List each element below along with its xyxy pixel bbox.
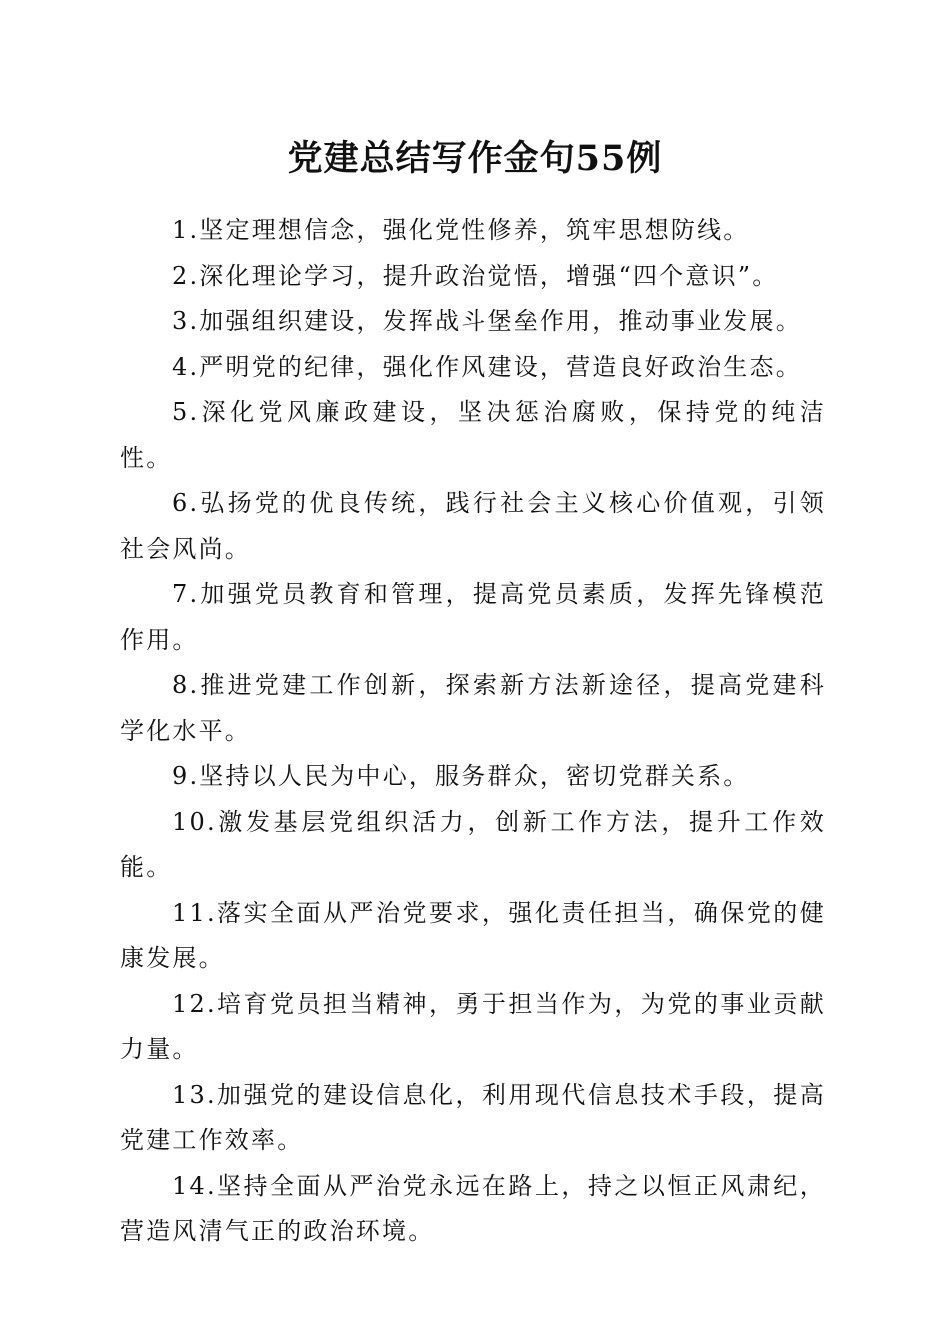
list-item: 9.坚持以人民为中心，服务群众，密切党群关系。 xyxy=(172,762,750,790)
list-item: 2.深化理论学习，提升政治觉悟，增强“四个意识”。 xyxy=(172,261,779,290)
list-item: 6.弘扬党的优良传统，践行社会主义核心价值观，引领社会风尚。 xyxy=(120,489,826,563)
list-item: 12.培育党员担当精神，勇于担当作为，为党的事业贡献力量。 xyxy=(120,989,826,1063)
list-item: 7.加强党员教育和管理，提高党员素质，发挥先锋模范作用。 xyxy=(120,580,826,654)
document-body xyxy=(120,208,826,1255)
list-item: 4.严明党的纪律，强化作风建设，营造良好政治生态。 xyxy=(172,352,802,381)
list-item: 11.落实全面从严治党要求，强化责任担当，确保党的健康发展。 xyxy=(120,898,826,972)
list-item: 3.加强组织建设，发挥战斗堡垒作用，推动事业发展。 xyxy=(172,307,802,335)
list-item: 8.推进党建工作创新，探索新方法新途径，提高党建科学化水平。 xyxy=(120,671,826,745)
page-title: 党建总结写作金句55例 xyxy=(287,138,663,179)
list-item: 14.坚持全面从严治党永远在路上，持之以恒正风肃纪，营造风清气正的政治环境。 xyxy=(120,1171,826,1245)
list-item: 10.激发基层党组织活力，创新工作方法，提升工作效能。 xyxy=(120,807,826,881)
list-item: 5.深化党风廉政建设，坚决惩治腐败，保持党的纯洁性。 xyxy=(120,398,826,472)
list-item: 1.坚定理想信念，强化党性修养，筑牢思想防线。 xyxy=(172,216,750,244)
list-item: 13.加强党的建设信息化，利用现代信息技术手段，提高党建工作效率。 xyxy=(120,1080,826,1154)
